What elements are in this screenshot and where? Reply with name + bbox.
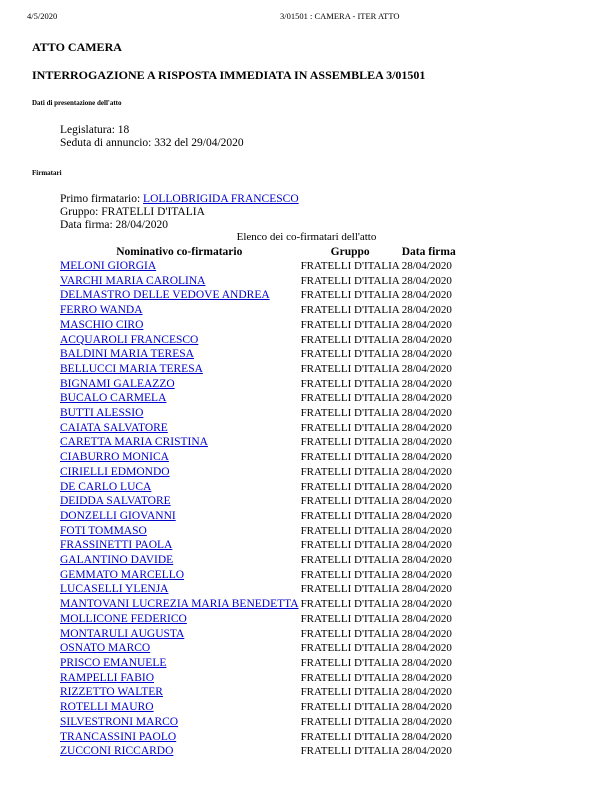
cofirmatario-name-cell (59, 318, 300, 333)
table-row (59, 303, 457, 318)
print-date: 4/5/2020 (27, 11, 58, 21)
table-row (59, 259, 457, 274)
cofirmatario-group-cell: FRATELLI D'ITALIA (300, 715, 400, 728)
cofirmatario-name-cell (59, 347, 300, 362)
cofirmatario-link[interactable]: DONZELLI GIOVANNI (60, 509, 176, 522)
table-row (59, 524, 457, 539)
cofirmatari-table-body (59, 259, 457, 759)
table-row (59, 391, 457, 406)
cofirmatario-link[interactable]: MOLLICONE FEDERICO (60, 612, 187, 625)
table-row (59, 465, 457, 480)
cofirmatario-name-cell (59, 377, 300, 392)
cofirmatario-link[interactable]: BUTTI ALESSIO (60, 407, 144, 420)
cofirmatario-date-cell: 28/04/2020 (401, 407, 452, 420)
cofirmatario-group-cell: FRATELLI D'ITALIA (300, 745, 400, 758)
cofirmatario-name-cell (59, 641, 300, 656)
cofirmatario-name-cell (59, 700, 300, 715)
table-row (59, 494, 457, 509)
cofirmatari-caption: Elenco dei co-firmatari dell'atto (236, 231, 377, 243)
cofirmatario-link[interactable]: MASCHIO CIRO (60, 318, 144, 331)
legislatura-text: Legislatura: 18 (60, 124, 130, 136)
cofirmatario-group-cell: FRATELLI D'ITALIA (300, 436, 400, 449)
cofirmatario-date-cell: 28/04/2020 (401, 598, 452, 611)
cofirmatario-group-cell: FRATELLI D'ITALIA (300, 598, 400, 611)
cofirmatario-group-cell: FRATELLI D'ITALIA (300, 480, 400, 493)
cofirmatario-name-cell (59, 494, 300, 509)
cofirmatario-group-cell: FRATELLI D'ITALIA (300, 421, 400, 434)
cofirmatario-link[interactable]: ROTELLI MAURO (60, 701, 154, 714)
cofirmatario-group-cell: FRATELLI D'ITALIA (300, 318, 400, 331)
cofirmatario-link[interactable]: TRANCASSINI PAOLO (60, 730, 177, 743)
cofirmatario-link[interactable]: FRASSINETTI PAOLA (60, 539, 173, 552)
cofirmatario-group-cell: FRATELLI D'ITALIA (300, 612, 400, 625)
cofirmatario-group-cell: FRATELLI D'ITALIA (300, 274, 400, 287)
cofirmatario-name-cell (59, 730, 300, 745)
cofirmatario-date-cell: 28/04/2020 (401, 480, 452, 493)
column-header-gruppo: Gruppo (330, 246, 370, 258)
cofirmatario-name-cell (59, 627, 300, 642)
table-row (59, 480, 457, 495)
cofirmatario-group-cell: FRATELLI D'ITALIA (300, 583, 400, 596)
cofirmatario-group-cell: FRATELLI D'ITALIA (300, 392, 400, 405)
table-row (59, 333, 457, 348)
cofirmatario-group-cell: FRATELLI D'ITALIA (300, 289, 400, 302)
cofirmatario-name-cell (59, 259, 300, 274)
cofirmatario-date-cell: 28/04/2020 (401, 554, 452, 567)
column-header-data-firma: Data firma (401, 246, 456, 258)
cofirmatario-date-cell: 28/04/2020 (401, 333, 452, 346)
cofirmatario-date-cell: 28/04/2020 (401, 701, 452, 714)
cofirmatario-name-cell (59, 671, 300, 686)
cofirmatario-date-cell: 28/04/2020 (401, 304, 452, 317)
cofirmatario-name-cell (59, 303, 300, 318)
cofirmatario-group-cell: FRATELLI D'ITALIA (300, 304, 400, 317)
table-row (59, 612, 457, 627)
cofirmatario-link[interactable]: DE CARLO LUCA (60, 480, 152, 493)
table-row (59, 406, 457, 421)
cofirmatario-group-cell: FRATELLI D'ITALIA (300, 539, 400, 552)
cofirmatario-name-cell (59, 509, 300, 524)
cofirmatario-name-cell (59, 274, 300, 289)
cofirmatario-name-cell (59, 421, 300, 436)
cofirmatario-name-cell (59, 597, 300, 612)
cofirmatario-date-cell: 28/04/2020 (401, 730, 452, 743)
cofirmatario-name-cell (59, 744, 300, 759)
cofirmatario-group-cell: FRATELLI D'ITALIA (300, 686, 400, 699)
cofirmatario-link[interactable]: CARETTA MARIA CRISTINA (60, 436, 208, 449)
table-header-row (59, 245, 457, 259)
cofirmatario-link[interactable]: FERRO WANDA (60, 304, 143, 317)
cofirmatario-name-cell (59, 450, 300, 465)
primo-firmatario-label: Primo firmatario: (60, 193, 141, 205)
seduta-text: Seduta di annuncio: 332 del 29/04/2020 (60, 137, 244, 149)
cofirmatario-link[interactable]: MONTARULI AUGUSTA (60, 627, 185, 640)
page-title: ATTO CAMERA (32, 40, 122, 54)
cofirmatario-name-cell (59, 465, 300, 480)
table-row (59, 685, 457, 700)
cofirmatario-group-cell: FRATELLI D'ITALIA (300, 701, 400, 714)
cofirmatario-name-cell (59, 538, 300, 553)
cofirmatario-link[interactable]: PRISCO EMANUELE (60, 656, 167, 669)
cofirmatario-name-cell (59, 524, 300, 539)
table-row (59, 288, 457, 303)
table-row (59, 377, 457, 392)
cofirmatario-link[interactable]: VARCHI MARIA CAROLINA (60, 274, 206, 287)
act-subtitle: INTERROGAZIONE A RISPOSTA IMMEDIATA IN ASSEMBLEA 3/01501 (32, 68, 426, 82)
cofirmatario-date-cell: 28/04/2020 (401, 274, 452, 287)
cofirmatario-date-cell: 28/04/2020 (401, 539, 452, 552)
cofirmatario-name-cell (59, 582, 300, 597)
primo-firmatario (60, 193, 299, 205)
cofirmatario-date-cell: 28/04/2020 (401, 348, 452, 361)
cofirmatario-date-cell: 28/04/2020 (401, 436, 452, 449)
cofirmatario-name-cell (59, 406, 300, 421)
table-row (59, 538, 457, 553)
table-row (59, 641, 457, 656)
table-row (59, 730, 457, 745)
cofirmatario-group-cell: FRATELLI D'ITALIA (300, 465, 400, 478)
cofirmatario-date-cell: 28/04/2020 (401, 392, 452, 405)
cofirmatario-group-cell: FRATELLI D'ITALIA (300, 495, 400, 508)
cofirmatario-group-cell: FRATELLI D'ITALIA (300, 362, 400, 375)
cofirmatario-link[interactable]: CAIATA SALVATORE (60, 421, 168, 434)
cofirmatario-group-cell: FRATELLI D'ITALIA (300, 568, 400, 581)
cofirmatario-link[interactable]: GALANTINO DAVIDE (60, 554, 174, 567)
print-header-title: 3/01501 : CAMERA - ITER ATTO (280, 11, 400, 21)
cofirmatario-date-cell: 28/04/2020 (401, 495, 452, 508)
cofirmatario-date-cell: 28/04/2020 (401, 362, 452, 375)
cofirmatario-name-cell (59, 391, 300, 406)
table-row (59, 715, 457, 730)
data-firma-text: Data firma: 28/04/2020 (60, 219, 168, 231)
cofirmatario-name-cell (59, 362, 300, 377)
cofirmatario-date-cell: 28/04/2020 (401, 671, 452, 684)
cofirmatario-group-cell: FRATELLI D'ITALIA (300, 348, 400, 361)
cofirmatario-date-cell: 28/04/2020 (401, 318, 452, 331)
table-row (59, 671, 457, 686)
section-title-presentation: Dati di presentazione dell'atto (32, 99, 122, 107)
cofirmatario-name-cell (59, 715, 300, 730)
table-row (59, 347, 457, 362)
table-row (59, 274, 457, 289)
table-row (59, 700, 457, 715)
cofirmatario-name-cell (59, 435, 300, 450)
cofirmatario-date-cell: 28/04/2020 (401, 642, 452, 655)
cofirmatario-name-cell (59, 480, 300, 495)
cofirmatario-date-cell: 28/04/2020 (401, 421, 452, 434)
cofirmatario-group-cell: FRATELLI D'ITALIA (300, 730, 400, 743)
table-row (59, 553, 457, 568)
table-row (59, 450, 457, 465)
cofirmatario-date-cell: 28/04/2020 (401, 260, 452, 272)
cofirmatario-date-cell: 28/04/2020 (401, 627, 452, 640)
table-row (59, 568, 457, 583)
cofirmatario-date-cell: 28/04/2020 (401, 656, 452, 669)
cofirmatario-date-cell: 28/04/2020 (401, 583, 452, 596)
cofirmatario-name-cell (59, 333, 300, 348)
cofirmatario-group-cell: FRATELLI D'ITALIA (300, 407, 400, 420)
column-header-nominativo: Nominativo co-firmatario (116, 246, 243, 258)
cofirmatario-link[interactable]: MELONI GIORGIA (60, 260, 157, 272)
cofirmatario-group-cell: FRATELLI D'ITALIA (300, 509, 400, 522)
cofirmatario-link[interactable]: DEIDDA SALVATORE (60, 495, 171, 508)
cofirmatario-date-cell: 28/04/2020 (401, 568, 452, 581)
table-row (59, 597, 457, 612)
table-row (59, 318, 457, 333)
cofirmatario-group-cell: FRATELLI D'ITALIA (300, 671, 400, 684)
cofirmatario-date-cell: 28/04/2020 (401, 509, 452, 522)
cofirmatario-link[interactable]: SILVESTRONI MARCO (60, 715, 179, 728)
cofirmatario-link[interactable]: BUCALO CARMELA (60, 392, 167, 405)
cofirmatario-link[interactable]: OSNATO MARCO (60, 642, 151, 655)
table-row (59, 582, 457, 597)
cofirmatario-link[interactable]: FOTI TOMMASO (60, 524, 147, 537)
cofirmatario-name-cell (59, 656, 300, 671)
table-row (59, 435, 457, 450)
cofirmatario-group-cell: FRATELLI D'ITALIA (300, 524, 400, 537)
section-title-firmatari: Firmatari (32, 169, 62, 177)
cofirmatario-name-cell (59, 612, 300, 627)
table-row (59, 362, 457, 377)
cofirmatario-date-cell: 28/04/2020 (401, 465, 452, 478)
cofirmatario-group-cell: FRATELLI D'ITALIA (300, 627, 400, 640)
cofirmatario-link[interactable]: GEMMATO MARCELLO (60, 568, 185, 581)
table-row (59, 421, 457, 436)
cofirmatario-group-cell: FRATELLI D'ITALIA (300, 377, 400, 390)
cofirmatario-date-cell: 28/04/2020 (401, 451, 452, 464)
cofirmatario-group-cell: FRATELLI D'ITALIA (300, 554, 400, 567)
cofirmatario-link[interactable]: BIGNAMI GALEAZZO (60, 377, 175, 390)
cofirmatario-date-cell: 28/04/2020 (401, 377, 452, 390)
cofirmatario-name-cell (59, 553, 300, 568)
cofirmatario-link[interactable]: BALDINI MARIA TERESA (60, 348, 194, 361)
cofirmatario-group-cell: FRATELLI D'ITALIA (300, 333, 400, 346)
cofirmatario-date-cell: 28/04/2020 (401, 289, 452, 302)
cofirmatario-link[interactable]: BELLUCCI MARIA TERESA (60, 362, 203, 375)
table-row (59, 656, 457, 671)
cofirmatario-name-cell (59, 288, 300, 303)
cofirmatario-date-cell: 28/04/2020 (401, 715, 452, 728)
cofirmatario-link[interactable]: RIZZETTO WALTER (60, 686, 163, 699)
cofirmatario-date-cell: 28/04/2020 (401, 686, 452, 699)
cofirmatario-link[interactable]: DELMASTRO DELLE VEDOVE ANDREA (60, 289, 270, 302)
cofirmatari-table (59, 245, 457, 759)
cofirmatario-date-cell: 28/04/2020 (401, 745, 452, 758)
cofirmatario-group-cell: FRATELLI D'ITALIA (300, 260, 400, 272)
cofirmatario-name-cell (59, 568, 300, 583)
cofirmatario-group-cell: FRATELLI D'ITALIA (300, 656, 400, 669)
gruppo-text: Gruppo: FRATELLI D'ITALIA (60, 206, 205, 218)
cofirmatario-link[interactable]: ACQUAROLI FRANCESCO (60, 333, 199, 346)
table-row (59, 627, 457, 642)
cofirmatario-link[interactable]: ZUCCONI RICCARDO (60, 745, 174, 758)
cofirmatario-link[interactable]: LUCASELLI YLENJA (60, 583, 169, 596)
cofirmatario-link[interactable]: RAMPELLI FABIO (60, 671, 155, 684)
cofirmatario-group-cell: FRATELLI D'ITALIA (300, 451, 400, 464)
cofirmatario-date-cell: 28/04/2020 (401, 612, 452, 625)
cofirmatario-date-cell: 28/04/2020 (401, 524, 452, 537)
table-row (59, 744, 457, 759)
primo-firmatario-link[interactable]: LOLLOBRIGIDA FRANCESCO (143, 193, 299, 205)
cofirmatario-link[interactable]: CIABURRO MONICA (60, 451, 169, 464)
cofirmatario-link[interactable]: CIRIELLI EDMONDO (60, 465, 170, 478)
cofirmatario-group-cell: FRATELLI D'ITALIA (300, 642, 400, 655)
cofirmatario-link[interactable]: MANTOVANI LUCREZIA MARIA BENEDETTA (60, 598, 299, 611)
cofirmatario-name-cell (59, 685, 300, 700)
table-row (59, 509, 457, 524)
